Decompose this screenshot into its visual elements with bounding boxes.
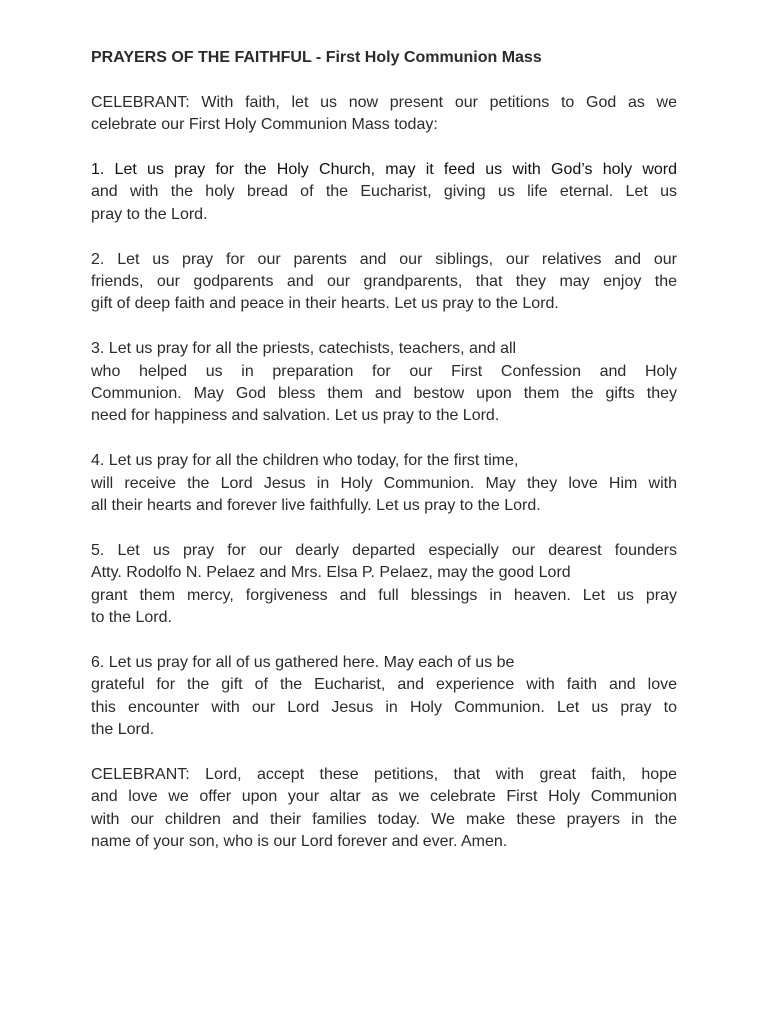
petition-3 — [91, 338, 677, 428]
petition-line: grateful for the gift of the Eucharist, and experience with faith and love — [91, 676, 677, 694]
document-title: PRAYERS OF THE FAITHFUL - First Holy Communion Mass — [91, 49, 542, 66]
petition-line: the Lord. — [91, 721, 155, 739]
petition-5 — [91, 540, 677, 630]
intro-line: celebrate our First Holy Communion Mass today: — [91, 116, 438, 134]
closing-line: with our children and their families today. We make these prayers in the — [91, 810, 677, 828]
petition-line: Atty. Rodolfo N. Pelaez and Mrs. Elsa P. Pelaez, may the good Lord — [91, 564, 571, 582]
petition-line: need for happiness and salvation. Let us pray to the Lord. — [91, 407, 500, 425]
petition-line: 5. Let us pray for our dearly departed especially our dearest founders — [91, 541, 677, 559]
intro-line: CELEBRANT: With faith, let us now present our petitions to God as we — [91, 93, 677, 111]
petition-line: pray to the Lord. — [91, 205, 208, 223]
petition-line: who helped us in preparation for our First Confession and Holy — [91, 362, 677, 380]
petition-line: 2. Let us pray for our parents and our siblings, our relatives and our — [91, 250, 677, 268]
document-body — [91, 47, 677, 854]
petition-line: friends, our godparents and our grandparents, that they may enjoy the — [91, 273, 677, 291]
petition-1 — [91, 159, 677, 226]
petition-line: Communion. May God bless them and bestow upon them the gifts they — [91, 385, 677, 403]
petition-line: 4. Let us pray for all the children who today, for the first time, — [91, 452, 519, 470]
petition-4 — [91, 450, 677, 517]
petition-line: and with the holy bread of the Eucharist, giving us life eternal. Let us — [91, 183, 677, 201]
closing-line: name of your son, who is our Lord forever and ever. Amen. — [91, 833, 508, 851]
petition-line: this encounter with our Lord Jesus in Holy Communion. Let us pray to — [91, 698, 677, 716]
petition-line: to the Lord. — [91, 609, 172, 627]
closing-line: and love we offer upon your altar as we celebrate First Holy Communion — [91, 788, 677, 806]
closing-paragraph — [91, 764, 677, 854]
petition-6 — [91, 652, 677, 742]
petition-2 — [91, 249, 677, 316]
petition-line: all their hearts and forever live faithfully. Let us pray to the Lord. — [91, 497, 541, 515]
closing-line: CELEBRANT: Lord, accept these petitions, that with great faith, hope — [91, 765, 677, 783]
petition-line: 6. Let us pray for all of us gathered here. May each of us be — [91, 653, 515, 671]
petition-line: grant them mercy, forgiveness and full blessings in heaven. Let us pray — [91, 586, 677, 604]
intro-paragraph — [91, 92, 677, 137]
petition-line: gift of deep faith and peace in their hearts. Let us pray to the Lord. — [91, 295, 559, 313]
petition-line: will receive the Lord Jesus in Holy Communion. May they love Him with — [91, 474, 677, 492]
petition-line: 3. Let us pray for all the priests, catechists, teachers, and all — [91, 340, 517, 358]
petition-line: 1. Let us pray for the Holy Church, may it feed us with God’s holy word — [91, 161, 677, 178]
